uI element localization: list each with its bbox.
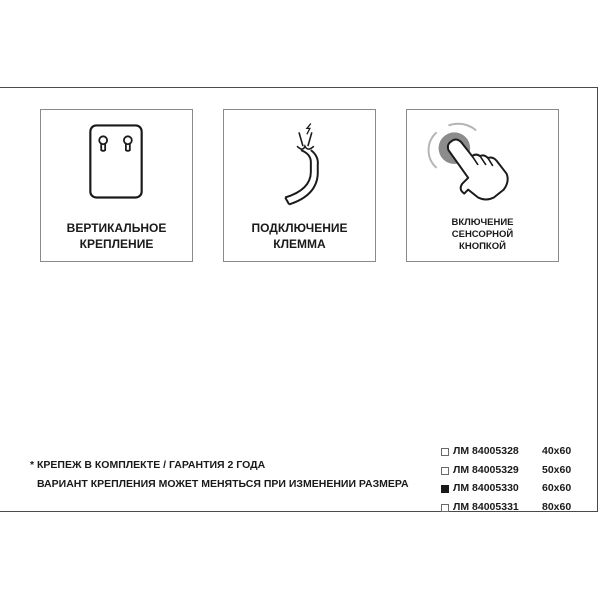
- model-row-84005329: [441, 464, 581, 483]
- model-checkbox: [441, 448, 449, 456]
- feature-card-terminal-connection: [223, 109, 376, 262]
- mirror-mounting-holes-icon: [41, 110, 192, 210]
- model-size: 80x60: [542, 500, 572, 513]
- model-code: ЛМ 84005329: [453, 463, 519, 476]
- model-list: [441, 445, 581, 519]
- terminal-wire-icon: [224, 110, 375, 210]
- note-mounting-variant: ВАРИАНТ КРЕПЛЕНИЯ МОЖЕТ МЕНЯТЬСЯ ПРИ ИЗМЕНЕНИИ РАЗМЕРА: [37, 478, 409, 490]
- model-checkbox: [441, 485, 449, 493]
- feature-label: ПОДКЛЮЧЕНИЕ КЛЕММА: [251, 221, 348, 251]
- model-code: ЛМ 84005331: [453, 500, 519, 513]
- model-code: ЛМ 84005330: [453, 482, 519, 494]
- feature-card-touch-switch: [406, 109, 559, 262]
- model-size: 60x60: [542, 482, 572, 494]
- note-warranty: * КРЕПЕЖ В КОМПЛЕКТЕ / ГАРАНТИЯ 2 ГОДА: [30, 459, 266, 471]
- model-checkbox: [441, 504, 449, 512]
- model-row-84005328: [441, 445, 581, 464]
- touch-button-hand-icon: [407, 110, 558, 210]
- feature-card-vertical-mounting: [40, 109, 193, 262]
- model-checkbox: [441, 467, 449, 475]
- model-size: 50x60: [542, 463, 572, 476]
- feature-label: ВКЛЮЧЕНИЕ СЕНСОРНОЙ КНОПКОЙ: [451, 217, 514, 252]
- model-row-84005330: [441, 482, 581, 501]
- model-size: 40x60: [542, 445, 572, 457]
- model-code: ЛМ 84005328: [453, 445, 519, 457]
- model-row-84005331: [441, 501, 581, 520]
- feature-label: ВЕРТИКАЛЬНОЕ КРЕПЛЕНИЕ: [66, 221, 167, 251]
